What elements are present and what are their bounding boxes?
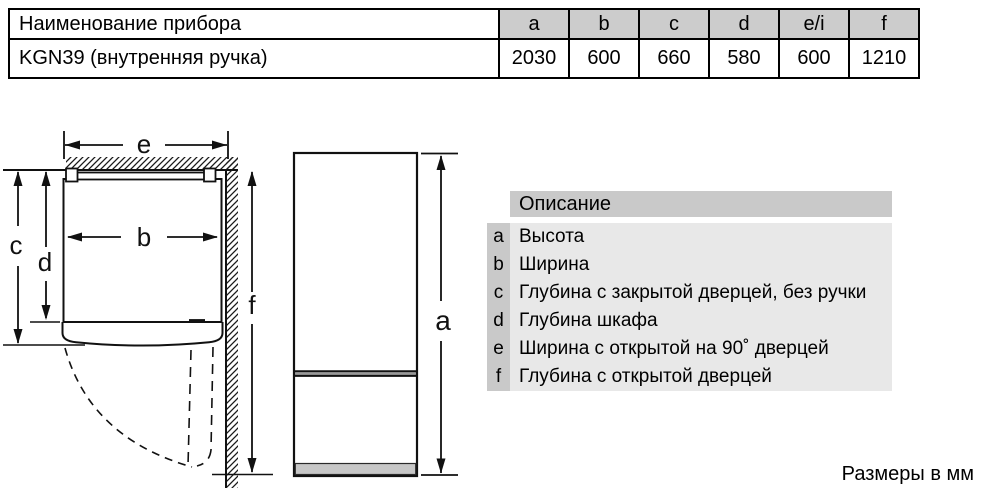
legend-key: f [487,363,510,391]
hinge-left [66,169,78,182]
units-note: Размеры в мм [841,463,974,485]
door-open-line-inner [188,350,191,466]
arrow-up-icon [248,171,257,186]
legend-title: Описание [510,191,892,217]
legend [487,191,892,391]
legend-row-a [487,223,892,251]
legend-label: Глубина с закрытой дверцей, без ручки [510,279,892,307]
arrow-left-icon [65,141,80,150]
table-header-d: d [709,9,779,39]
value-b: 600 [569,39,639,78]
door-closed-outline [63,322,223,346]
door-open-line-outer [197,347,213,466]
table-header-a: a [499,9,569,39]
dim-label-a: a [435,305,451,336]
legend-key: a [487,223,510,251]
table-header-c: c [639,9,709,39]
model-name-cell: KGN39 (внутренняя ручка) [9,39,499,78]
legend-label: Глубина с открытой дверцей [510,363,892,391]
legend-row-e [487,335,892,363]
value-e: 600 [779,39,849,78]
dimension-a [421,154,458,476]
arrow-up-icon [437,155,446,170]
table-header-ei: e/i [779,9,849,39]
table-header-name: Наименование прибора [9,9,499,39]
value-ei: 580 [709,39,779,78]
wall-right-hatch [226,157,238,488]
arrow-up-icon [14,171,23,186]
legend-key: c [487,279,510,307]
plinth [295,464,415,475]
fridge-front-outline [294,153,417,476]
dimension-e [64,129,228,159]
dim-label-c: c [9,230,23,260]
legend-label: Ширина с открытой на 90˚ дверцей [510,335,892,363]
arrow-right-icon [212,141,227,150]
legend-label: Ширина [510,251,892,279]
arrow-up-icon [42,171,51,186]
value-f: 1210 [849,39,919,78]
top-view-diagram [3,129,273,488]
dim-label-f: f [248,290,256,320]
legend-row-b [487,251,892,279]
arrow-down-icon [248,458,257,473]
legend-row-c [487,279,892,307]
dim-label-e: e [136,129,152,159]
legend-row-d [487,307,892,335]
value-a: 2030 [499,39,569,78]
arrow-down-icon [437,459,446,474]
dimension-d [30,171,60,322]
legend-key: e [487,335,510,363]
legend-row-f [487,363,892,391]
dim-label-b: b [136,222,152,252]
front-view-diagram [294,153,458,476]
hinge-right [204,169,216,182]
legend-label: Высота [510,223,892,251]
legend-key: d [487,307,510,335]
value-c: 660 [639,39,709,78]
table-header-b: b [569,9,639,39]
table-header-f: f [849,9,919,39]
arrow-down-icon [14,329,23,344]
door-swing-arc [65,348,192,467]
legend-rows [487,223,892,391]
arrow-down-icon [42,305,51,320]
legend-key: b [487,251,510,279]
dim-label-d: d [37,247,53,277]
fridge-back-bar [77,173,207,180]
legend-label: Глубина шкафа [510,307,892,335]
